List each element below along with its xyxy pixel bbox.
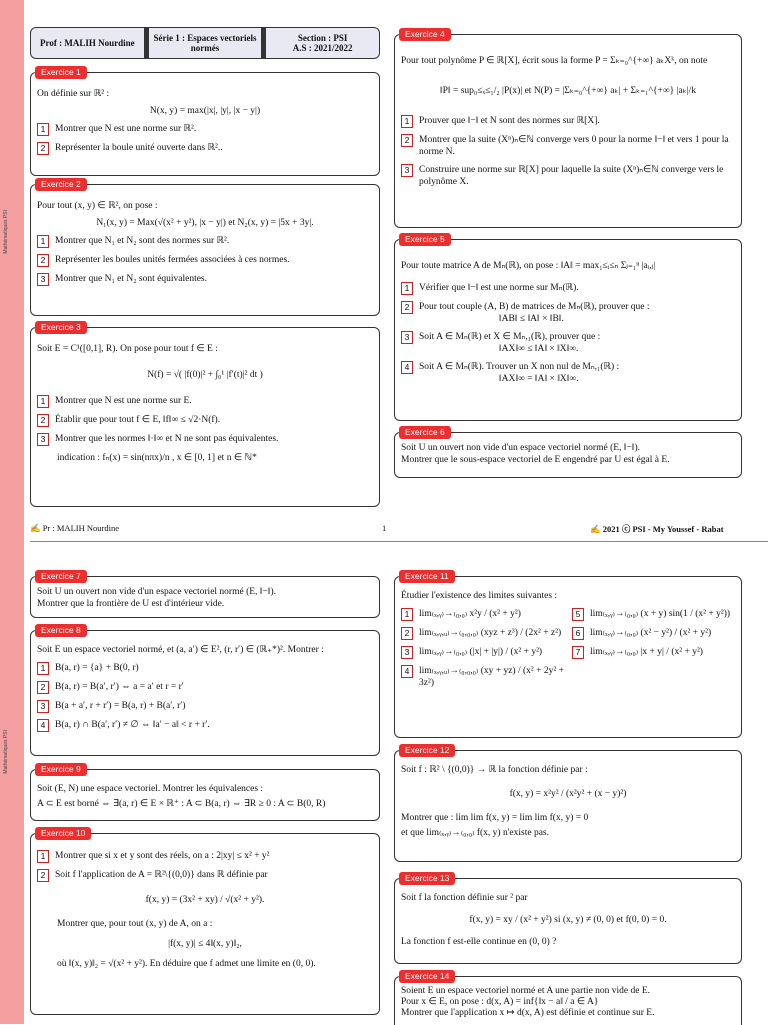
question-number: 7 [572,646,584,659]
ex3-formula: N(f) = √( |f(0)|² + ∫₀¹ |f′(t)|² dt ) [147,370,263,380]
question-number: 3 [401,646,413,659]
ex12-line1: Montrer que : lim lim f(x, y) = lim lim f(x, y) = 0 [401,813,589,823]
exercise-12 [394,745,742,862]
question-number: 2 [401,301,413,314]
ex12-line2: et que lim₍ₓ,ᵧ₎→₍₀,₀₎ f(x, y) n'existe pas. [401,828,549,838]
question-number: 3 [401,331,413,344]
question-number: 4 [401,665,413,678]
ex8-q4: B(a, r) ∩ B(a′, r′) ≠ ∅ ⇔ ‖a′ − a‖ < r + r′. [55,720,210,730]
exercise-tag: Exercice 7 [35,570,87,583]
ex2-q2: Représenter les boules unités fermées associées à ces normes. [55,255,290,265]
ex5-intro: Pour toute matrice A de Mₙ(ℝ), on pose : ‖A‖ = max₁≤ᵢ≤ₙ Σⱼ₌₁ⁿ |aᵢ,ⱼ| [401,261,656,271]
ex5-q4b: ‖AX‖∞ = ‖A‖ × ‖X‖∞. [499,374,579,384]
question-number: 1 [401,608,413,621]
question-number: 1 [37,235,49,248]
ex14-line3: Montrer que l'application x ↦ d(x, A) est définie et continue sur E. [401,1008,655,1018]
question-number: 4 [37,719,49,732]
exercise-tag: Exercice 13 [399,872,455,885]
ex4-intro: Pour tout polynôme P ∈ ℝ[X], écrit sous la forme P = Σₖ₌₀^{+∞} aₖXᵏ, on note [401,56,708,66]
ex8-q2: B(a, r) = B(a′, r′) ⇔ a = a′ et r = r′ [55,682,184,692]
limit-item [401,665,564,689]
exercise-11 [394,571,742,738]
ex6-line2: Montrer que le sous-espace vectoriel de E engendré par U est égal à E. [401,455,670,465]
question-number: 1 [401,282,413,295]
exercise-tag: Exercice 14 [399,970,455,983]
question-number: 2 [401,627,413,640]
exercise-tag: Exercice 8 [35,624,87,637]
footer-right: ✍ 2021 ⓒ PSI - My Youssef - Rabat [590,524,724,534]
ex7-line1: Soit U un ouvert non vide d'un espace vectoriel normé (E, ‖−‖). [37,587,277,597]
question-number: 5 [572,608,584,621]
ex8-q3: B(a + a′, r + r′) = B(a, r) + B(a′, r′) [55,701,186,711]
exercise-2 [30,179,380,316]
ex10-q2: Soit f l'application de A = ℝ²\{(0,0)} dans ℝ définie par [55,870,268,880]
exercise-13 [394,873,742,964]
footer-page-number: 1 [382,523,387,533]
ex4-formula: ‖P‖ = sup₀≤ₓ≤₁/₂ |P(x)| et N(P) = |Σₖ₌₀^{+∞} aₖ| + Σₖ₌₁^{+∞} |aₖ|/k [440,86,696,96]
ex10-formula: f(x, y) = (3x² + xy) / √(x² + y²). [145,895,265,905]
ex8-intro: Soit E un espace vectoriel normé, et (a, a′) ∈ E², (r, r′) ∈ (ℝ₊*)². Montrer : [37,645,324,655]
sidebar-strip [0,0,24,1024]
limit-expression: lim₍ₓ,ᵧ₎→₍₀,₀₎ |x + y| / (x² + y²) [590,647,703,657]
ex6-line1: Soit U un ouvert non vide d'un espace vectoriel normé (E, ‖−‖). [401,443,641,453]
exercise-1 [30,67,380,176]
ex5-q2b: ‖AB‖ ≤ ‖A‖ × ‖B‖. [499,314,564,324]
limit-expression: lim₍ₓ,ᵧ₎→₍₀,₀₎ (|x| + |y|) / (x² + y²) [419,647,543,657]
exercise-tag: Exercice 1 [35,66,87,79]
ex3-q1: Montrer que N est une norme sur E. [55,396,192,406]
ex5-q1: Vérifier que ‖−‖ est une norme sur Mₙ(ℝ). [419,283,579,293]
exercise-6 [394,427,742,478]
ex7-line2: Montrer que la frontière de U est d'intérieur vide. [37,599,225,609]
ex5-q3b: ‖AX‖∞ ≤ ‖A‖ × ‖X‖∞. [499,344,579,354]
question-number: 2 [37,681,49,694]
question-number: 6 [572,627,584,640]
ex2-formula: N₁(x, y) = Max(√(x² + y²), |x − y|) et N₂(x, y) = |5x + 3y|. [96,218,314,228]
limit-item [401,646,564,659]
ex2-intro: Pour tout (x, y) ∈ ℝ², on pose : [37,201,158,211]
ex2-q3: Montrer que N₁ et N₂ sont équivalentes. [55,274,207,284]
exercise-7 [30,571,380,618]
limit-expression: lim₍ₓ,ᵧ₎→₍₀,₀₎ (x² − y²) / (x² + y²) [590,628,712,638]
ex8-q1: B(a, r) = {a} + B(0, r) [55,663,139,673]
header-prof: Prof : MALIH Nourdine [40,38,135,48]
question-number: 4 [401,361,413,374]
question-number: 1 [37,850,49,863]
ex11-intro: Étudier l'existence des limites suivantes : [401,591,558,601]
limits-grid [401,608,735,689]
ex4-q2: Montrer que la suite (Xⁿ)ₙ∈ℕ converge vers 0 pour la norme ‖−‖ et vers 1 pour la norme N. [419,135,729,157]
exercise-8 [30,625,380,756]
ex5-q3: Soit A ∈ Mₙ(ℝ) et X ∈ Mₙ,₁(ℝ), prouver que : [419,332,601,342]
ex10-q1: Montrer que si x et y sont des réels, on a : 2|xy| ≤ x² + y² [55,851,270,861]
ex3-q2: Établir que pour tout f ∈ E, ‖f‖∞ ≤ √2·N(f). [55,415,221,425]
side-label-top: Mathématiques PSI [3,210,9,254]
question-number: 2 [37,142,49,155]
exercise-3 [30,322,380,507]
ex10-line4: où ‖(x, y)‖₂ = √(x² + y²). En déduire que f admet une limite en (0, 0). [57,959,316,969]
ex9-formula: A ⊂ E est borné ⇔ ∃(a, r) ∈ E × ℝ⁺ : A ⊂ B(a, r) ⇔ ∃R ≥ 0 : A ⊂ B(0, R) [37,799,326,809]
limit-item [572,627,735,640]
ex14-line1: Soient E un espace vectoriel normé et A une partie non vide de E. [401,986,651,996]
ex4-q1: Prouver que ‖−‖ et N sont des normes sur ℝ[X]. [419,116,600,126]
exercise-tag: Exercice 2 [35,178,87,191]
side-label-bottom: Mathématiques PSI [3,730,9,774]
page-divider [30,541,768,542]
exercise-14 [394,971,742,1025]
ex12-formula: f(x, y) = x²y² / (x²y² + (x − y)²) [509,789,627,799]
ex10-line3: Montrer que, pour tout (x, y) de A, on a : [57,919,213,929]
ex5-q2: Pour tout couple (A, B) de matrices de Mₙ(ℝ), prouver que : [419,302,650,312]
exercise-tag: Exercice 10 [35,827,91,840]
exercise-tag: Exercice 9 [35,763,87,776]
footer-left: ✍ Pr : MALIH Nourdine [30,523,119,533]
ex12-intro: Soit f : ℝ² \ {(0,0)} → ℝ la fonction définie par : [401,765,588,775]
ex2-q1: Montrer que N₁ et N₂ sont des normes sur ℝ². [55,236,230,246]
ex1-formula: N(x, y) = max(|x|, |y|, |x − y|) [149,106,261,116]
exercise-10 [30,828,380,1015]
ex3-intro: Soit E = C¹([0,1], R). On pose pour tout f ∈ E : [37,344,218,354]
limit-expression: lim₍ₓ,ᵧ₎→₍₀,₀₎ x²y / (x² + y²) [419,609,521,619]
ex13-intro: Soit f la fonction définie sur ² par [401,893,528,903]
exercise-tag: Exercice 12 [399,744,455,757]
question-number: 1 [37,123,49,136]
question-number: 3 [37,273,49,286]
question-number: 2 [401,134,413,147]
header-section: Section : PSI A.S : 2021/2022 [292,33,353,53]
exercise-5 [394,234,742,421]
ex13-formula: f(x, y) = xy / (x² + y²) si (x, y) ≠ (0, 0) et f(0, 0) = 0. [469,915,667,925]
exercise-9 [30,764,380,821]
ex1-q1: Montrer que N est une norme sur ℝ². [55,124,197,134]
ex3-q3: Montrer que les normes ‖·‖∞ et N ne sont pas équivalentes. [55,434,279,444]
question-number: 3 [401,164,413,177]
question-number: 1 [401,115,413,128]
question-number: 2 [37,254,49,267]
exercise-tag: Exercice 11 [399,570,455,583]
ex5-q4: Soit A ∈ Mₙ(ℝ). Trouver un X non nul de Mₙ,₁(ℝ) : [419,362,620,372]
page-header [30,27,380,59]
ex10-formula2: |f(x, y)| ≤ 4‖(x, y)‖₂, [168,939,242,949]
limit-expression: lim₍ₓ,ᵧ₎→₍₀,₀₎ (x + y) sin(1 / (x² + y²)) [590,609,731,619]
ex3-hint: indication : fₙ(x) = sin(nπx)/n , x ∈ [0, 1] et n ∈ ℕ* [57,453,257,463]
exercise-tag: Exercice 6 [399,426,451,439]
question-number: 3 [37,700,49,713]
question-number: 1 [37,395,49,408]
limit-expression: lim₍ₓ,ᵧ,ᵤ₎→₍₀,₀,₀₎ (xyz + z³) / (2x² + z²) [419,628,562,638]
limit-expression: lim₍ₓ,ᵧ,ᵤ₎→₍₀,₀,₀₎ (xy + yz) / (x² + 2y² + 3z²) [419,666,564,688]
question-number: 3 [37,433,49,446]
question-number: 2 [37,414,49,427]
ex14-line2: Pour x ∈ E, on pose : d(x, A) = inf{‖x − a‖ / a ∈ A} [401,997,599,1007]
exercise-tag: Exercice 5 [399,233,451,246]
question-number: 2 [37,869,49,882]
header-serie: Série 1 : Espaces vectoriels normés [153,33,257,53]
ex9-intro: Soit (E, N) une espace vectoriel. Montrer les équivalences : [37,784,264,794]
limit-item [572,646,735,659]
question-number: 1 [37,662,49,675]
ex13-question: La fonction f est-elle continue en (0, 0) ? [401,937,557,947]
limit-item [572,608,735,621]
exercise-tag: Exercice 4 [399,28,451,41]
ex1-q2: Représenter la boule unité ouverte dans ℝ².. [55,143,223,153]
exercise-tag: Exercice 3 [35,321,87,334]
ex1-intro: On définie sur ℝ² : [37,89,110,99]
exercise-4 [394,29,742,228]
ex4-q3: Construire une norme sur ℝ[X] pour laquelle la suite (Xⁿ)ₙ∈ℕ converge vers le polynôme X. [419,165,724,187]
limit-item [401,627,564,640]
limit-item [401,608,564,621]
